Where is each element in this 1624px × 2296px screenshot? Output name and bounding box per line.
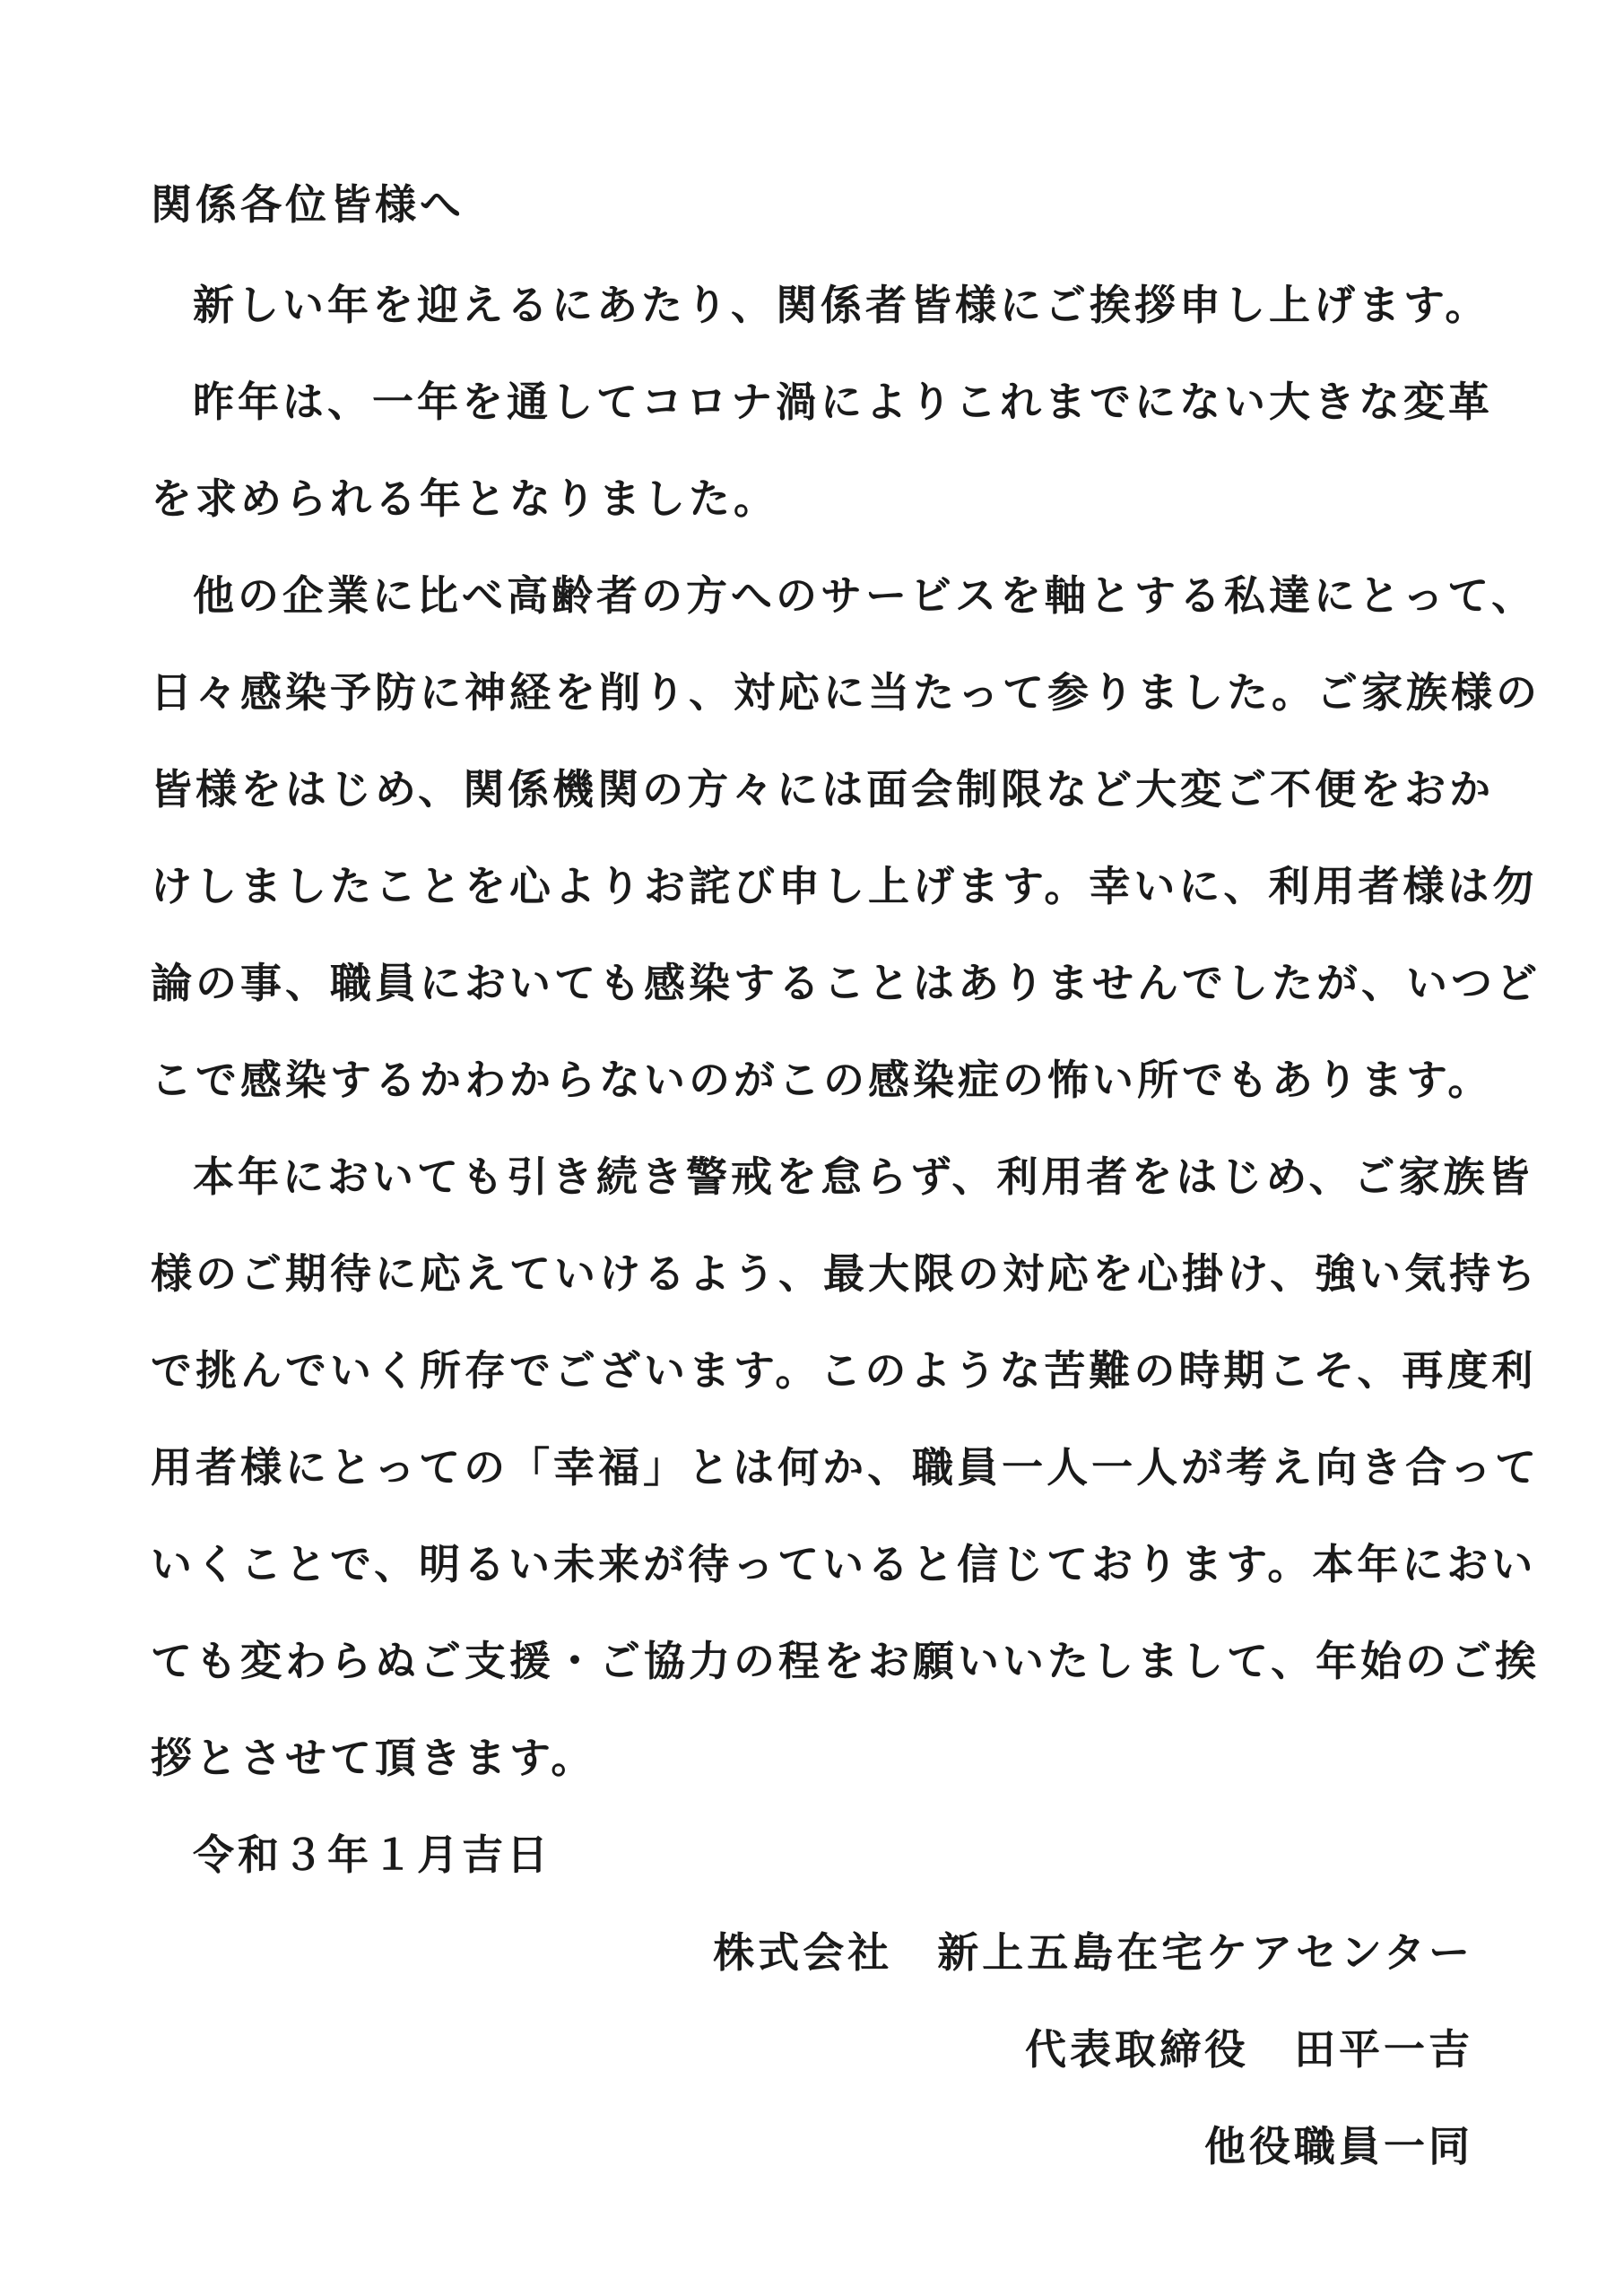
company-name: 株式会社 新上五島在宅ケアセンター xyxy=(713,1928,1473,1977)
paragraph-line: で挑んでいく所存でございます。このような苦難の時期こそ、再度利 xyxy=(151,1346,1537,1395)
paragraph-line: 用者様にとっての「幸福」とは何か、職員一人一人が考え向き合って xyxy=(151,1443,1541,1492)
paragraph-line: 本年においても引き続き警戒を怠らず、利用者をはじめ、ご家族皆 xyxy=(193,1152,1533,1201)
salutation: 関係各位皆様へ xyxy=(151,180,465,229)
paragraph-line: 拶とさせて頂きます。 xyxy=(151,1734,596,1782)
paragraph-line: 昨年は、一年を通してコロナ渦によりこれまでにない大きな変革 xyxy=(193,378,1493,426)
paragraph-line: 他の企業に比べ高齢者の方へのサービスを軸とする私達にとって、 xyxy=(193,571,1537,620)
representative-name: 代表取締役 田平一吉 xyxy=(1025,2025,1473,2074)
paragraph-line: けしましたことを心よりお詫び申し上げます。幸いに、利用者様は勿 xyxy=(151,862,1538,910)
paragraph-line: 論の事、職員においても感染することはありませんでしたが、いつど xyxy=(151,959,1541,1007)
staff-signature: 他役職員一同 xyxy=(1204,2122,1473,2170)
paragraph-line: いくことで、明るい未来が待っていると信じております。本年におい xyxy=(151,1540,1537,1588)
paragraph-line: 日々感染予防に神経を削り、対応に当たって参りました。ご家族様の xyxy=(151,668,1541,717)
paragraph-line: 新しい年を迎えるにあたり、関係者皆様にご挨拶申し上げます。 xyxy=(193,281,1490,329)
paragraph-line: ても変わらぬご支援・ご協力の程をお願いいたしまして、年始のご挨 xyxy=(151,1637,1541,1685)
paragraph-line: 皆様をはじめ、関係機関の方々には面会制限など大変ご不便をおか xyxy=(151,765,1495,813)
paragraph-line: 様のご期待に応えていけるよう、最大限の対応を心掛け、強い気持ち xyxy=(151,1249,1540,1298)
paragraph-line: こで感染するかわからないのがこの感染症の怖い所でもあります。 xyxy=(151,1056,1493,1104)
letter-date: 令和３年１月吉日 xyxy=(193,1831,551,1879)
paragraph-line: を求められる年となりました。 xyxy=(151,474,778,523)
